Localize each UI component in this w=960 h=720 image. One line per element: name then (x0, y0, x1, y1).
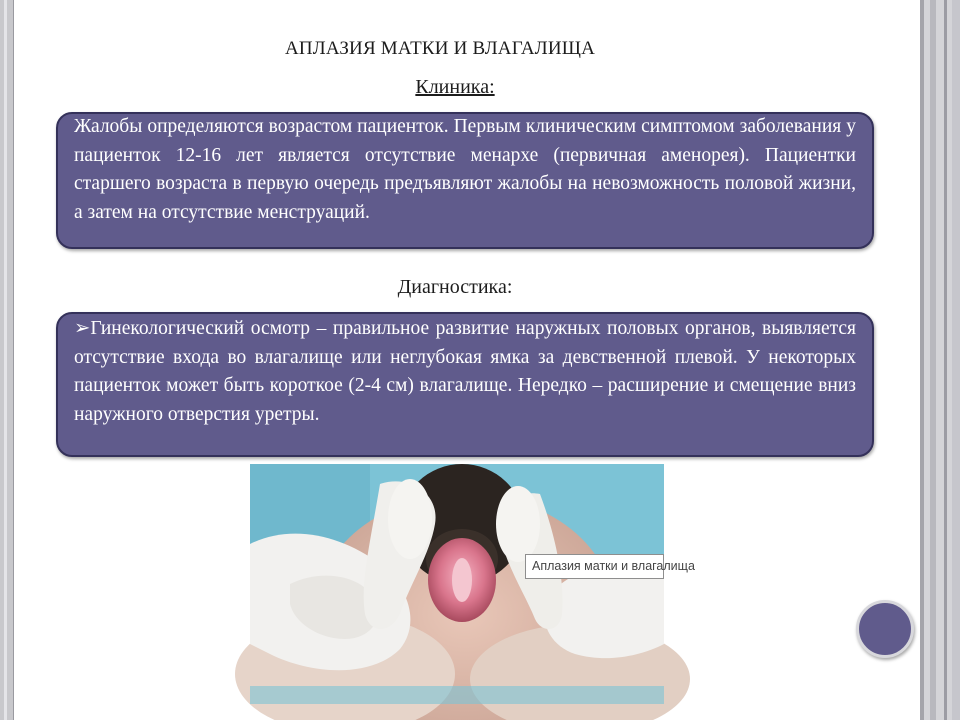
diagnostics-text: Гинекологический осмотр – правильное развитие наружных половых органов, выявляется отсутствие входа во влагалище или неглубокая ямка за девственной плевой. У некоторых пациенток может быть короткое (2-4 см) влагалище. Нередко – расширение и смещение вниз наружного отверстия уретры. (74, 318, 856, 425)
clinical-photo (250, 464, 664, 704)
diagnostics-paragraph (74, 315, 856, 429)
left-frame-border (0, 0, 14, 720)
section-heading-diagnostics: Диагностика: (397, 276, 513, 298)
arrow-bullet-icon: ➢ (74, 318, 91, 339)
image-caption: Аплазия матки и влагалища (525, 554, 664, 579)
diagnostics-text-box (56, 312, 874, 457)
right-frame-border (920, 0, 960, 720)
section-heading-clinic: Клиника: (415, 76, 495, 98)
slide-title: АПЛАЗИЯ МАТКИ И ВЛАГАЛИЩА (284, 38, 596, 59)
decorative-circle (856, 600, 914, 658)
clinical-photo-illustration (250, 464, 664, 704)
clinic-text: Жалобы определяются возрастом пациенток. Первым клиническим симптомом заболевания у пациенток 12-16 лет является отсутствие менархе (первичная аменорея). Пациентки старшего возраста в первую очередь предъявляют жалобы на невозможность половой жизни, а затем на отсутствие менструаций. (74, 116, 856, 223)
clinic-text-box (56, 112, 874, 249)
